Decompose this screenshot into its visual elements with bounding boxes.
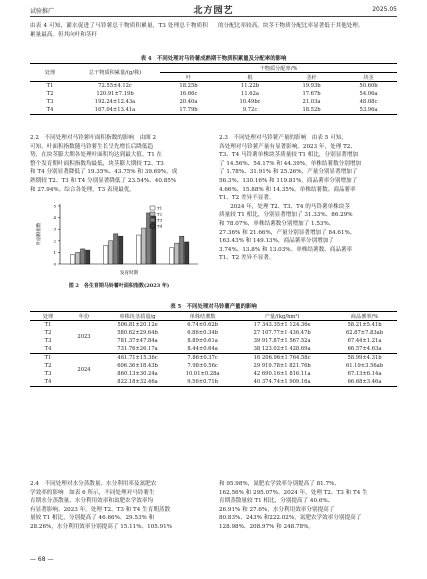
bar-t1-3: [170, 248, 174, 264]
section-2-4-left: [30, 480, 208, 532]
legend-swatch-t2: [150, 212, 155, 216]
text-line: 熟期较 T2、T3 和 T4 分别显著降低了 23.54%、40.85%: [30, 177, 177, 184]
text-line: 26.91% 和 27.6%，水分利用效率分别提高了: [219, 506, 335, 513]
bar-t4-0: [86, 250, 90, 264]
legend-swatch-t3: [150, 218, 155, 222]
bar-t4-3: [185, 242, 189, 264]
bar-t2-1: [109, 241, 113, 264]
text-line: 学效率的影响 如表 6 所示，不同处理对马铃薯生: [30, 489, 155, 496]
table-row: T3 781.37±47.84a 8.89±0.61a 39 917.87±1 567.52a 67.44±1.21a: [44, 338, 382, 344]
text-line: 质量较 T1 相比，分别显著增加了 31.33%、86.29%: [219, 212, 353, 219]
legend-label-t1: T1: [157, 205, 163, 211]
text-line: 162.56% 和 295.07%。2024 年，处理 T2、T3 和 T4 生: [219, 489, 368, 496]
bar-t2-3: [175, 243, 179, 264]
text-line: 2.2 不同处理对马铃薯叶面积指数的影响 由图 2: [30, 135, 157, 141]
t4-head-total: 总干物质积累量/(g/株): [88, 70, 142, 76]
text-line: 有显著影响。2023 年，处理 T2、T3 和 T4 生育期蒸散: [30, 506, 171, 513]
text-line: 4.66%、15.88% 和 14.35%。单株结薯数、商品薯率: [219, 186, 356, 193]
table-row: T1 2023 506.81±20.12e 6.74±0.62b 17 343.35±1 124.36e 58.21±5.41b: [30, 321, 397, 330]
table5: 处理 年份 单株块茎质量/g 单株结薯数 产量/(kg/hm²) 商品薯率/% T1 2023 506.81±20.12e 6.74±0.62b 17 343.35±1 124.36e 58.21±5.41b T2 580.62±29.64b 6.86±0.34b 27 107.77±1 436.47b 62.87±7.83ab T3 781.37±47.84a 8.89±0.61a 39 917.87±1 567.52a 67.44±1.21a T4 731.76±26.17a 8.44±0.64a 38 123.02±1 428.69a 66.57±4.63a T1 2024 461.71±15.36c 7.86±0.37c 16 206.96±1 764.58c 58.99±4.31b T2 606.36±18.43b 7.98±0.56c 29 919.78±1 821.76b 61.19±3.56ab T3 860.13±30.24a 10.01±0.28a 42 690.16±1 816.11a 67.13±6.14a T4 822.18±32.46a 9.56±0.71b 40 374.74±1 909.16a 66.68±3.46a: [30, 311, 397, 387]
running-header-section: 试验推广: [30, 8, 55, 15]
intro-left: 由表 4 可知，灌水促进了马铃薯总干物质积累量，T3 处理总干物质积累量最高。但其向叶和茎秆: [30, 23, 208, 38]
intro-paragraph: [30, 22, 397, 39]
bar-t2-0: [76, 252, 80, 264]
table-row: T1 2024 461.71±15.36c 7.86±0.37c 16 206.96±1 764.58c 58.99±4.31b: [30, 354, 397, 363]
y-axis-label: 叶面积指数: [37, 222, 42, 246]
table-row: T2 606.36±18.43b 7.98±0.56c 29 919.78±1 821.76b 61.19±3.56ab: [44, 363, 384, 369]
bar-t3-3: [180, 236, 184, 264]
text-line: 28.26%，水分利用效率分别提高了 15.11%、105.91%: [30, 523, 173, 530]
text-line: 整个发育期叶面积指数均最低，块茎膨大期较 T2、T3: [30, 160, 164, 167]
text-line: 和 27.94%。综合各处理，T3 表现最优。: [30, 186, 135, 193]
figure-2-caption: 图 2 各生育期马铃薯叶面积指数(2023 年): [68, 283, 170, 289]
header-rule: [30, 16, 397, 17]
section-2-3: [219, 134, 397, 263]
text-line: 27.36% 和 21.66%，产量分别显著增加了 84.61%、: [219, 229, 356, 236]
y-tick-label: 3: [53, 226, 56, 232]
text-line: 128.98%、208.97% 和 248.78%。: [219, 523, 315, 530]
text-line: 163.43% 和 149.13%，商品薯率分别增加了: [219, 238, 334, 245]
bar-t2-2: [142, 228, 146, 264]
text-line: 和 78.07%，单株结薯数分别增加了 1.53%、: [219, 220, 335, 227]
issue-number: 2025.05: [372, 6, 397, 13]
text-line: 可知，叶面积指数随马铃薯生长呈先增长后降低趋: [30, 143, 154, 150]
table-row: T3 860.13±30.24a 10.01±0.28a 42 690.16±1 816.11a 67.13±6.14a: [44, 371, 382, 377]
text-line: 和 95.98%，氮肥农学效率分别提高了 81.7%、: [219, 481, 340, 487]
legend-swatch-t1: [150, 206, 155, 210]
text-line: 2.4 不同处理对水分蒸散量、水分利用率及氮肥农: [30, 481, 157, 487]
text-line: 势，在块茎膨大期各处理叶面积均达到最大值。T1 在: [30, 152, 163, 159]
bar-t1-2: [137, 235, 141, 264]
text-line: 了 1.78%、31.91% 和 25.26%，产量分别显著增加了: [219, 169, 358, 176]
t4-head-root: 根: [247, 74, 253, 81]
text-line: 和 T4 分别显著降低了 19.35%、43.75% 和 39.69%，成: [30, 169, 178, 176]
text-line: T3、T4 马铃薯单株块茎质量较 T1 相比，分别显著增加: [219, 152, 359, 159]
table-row: T4 731.76±26.17a 8.44±0.64a 38 123.02±1 428.69a 66.57±4.63a: [30, 345, 397, 354]
legend-label-t3: T3: [157, 217, 163, 223]
table5-caption: 表 5 不同处理对马铃薯产量的影响: [170, 304, 257, 310]
page-number: — 68 —: [30, 556, 54, 563]
legend-label-t2: T2: [157, 211, 163, 217]
table4: [30, 63, 397, 115]
t4-head-treatment: 处理: [44, 70, 56, 76]
text-line: 2024 年，处理 T2、T3、T4 的马铃薯单株块茎: [219, 203, 350, 210]
legend-swatch-t4: [150, 224, 155, 228]
table-row: T4 822.18±32.46a 9.56±0.71b 40 374.74±1 909.16a 66.68±3.46a: [44, 379, 382, 385]
text-line: 80.83%、243% 和222.02%，氮肥农学效率分别提高了: [219, 515, 362, 522]
section-2-4-right: [219, 480, 397, 532]
text-line: T1、T2 差异不显著。: [219, 255, 275, 262]
text-line: 了 14.56%、54.17% 和 44.39%，单株结薯数分别增加: [219, 160, 362, 167]
figure-2: [30, 198, 208, 288]
year-2024: 2024: [77, 367, 91, 373]
x-axis-label: 发育时期: [120, 271, 138, 276]
table-row: T3 192.24±12.43a 20.40a 10.49bc 21.03a 48.08c: [46, 99, 378, 105]
leaf-area-index-chart: [30, 198, 208, 278]
bar-t1-0: [71, 255, 75, 264]
text-line: 量较 T1 相比，分别提高了 46.66%、29.53% 和: [30, 515, 155, 522]
table-row: T1 72.55±4.12c 18.25b 11.22b 19.93b 50.60b: [46, 83, 378, 89]
y-tick-label: 5: [53, 203, 56, 209]
y-tick-label: 4: [53, 215, 56, 221]
y-tick-label: 1: [53, 249, 56, 255]
t4-head-stem: 茎秆: [306, 74, 317, 81]
intro-right: 的分配比率较高，块茎干物质分配比率显著低于其他处理。: [218, 23, 364, 29]
t4-head-group: 干物质分配率/%: [160, 64, 397, 73]
text-line: 育期水分蒸散量、水分利用效率和氮肥农学效率均: [30, 498, 154, 505]
text-line: T1、T2 差异不显著。: [219, 195, 275, 202]
bar-t4-2: [152, 216, 156, 264]
bar-t1-1: [104, 245, 108, 264]
text-line: 2.3 不同处理对马铃薯产量的影响 由表 5 可知，: [219, 135, 347, 141]
table-row: T2 580.62±29.64b 6.86±0.34b 27 107.77±1 436.47b 62.87±7.83ab: [44, 330, 384, 336]
bar-t3-0: [81, 249, 85, 264]
table4-caption: 表 4 不同处理对马铃薯成熟期干物质积累量及分配率的影响: [140, 56, 287, 62]
section-2-2: [30, 134, 208, 194]
journal-logo: 北方园艺: [193, 6, 234, 16]
text-line: 各处理对马铃薯产量有显著影响。2023 年，处理 T2、: [219, 143, 356, 150]
bar-t4-1: [119, 236, 123, 264]
y-tick-label: 2: [53, 238, 56, 244]
y-tick-label: 0: [53, 261, 56, 267]
text-line: 育期蒸散量较 T1 相比，分别提高了 40.6%、: [219, 498, 334, 505]
t4-head-tuber: 块茎: [363, 74, 374, 81]
bar-t3-1: [114, 234, 118, 264]
legend-label-t4: T4: [157, 223, 163, 229]
year-2023: 2023: [77, 334, 91, 340]
table-row: T2 120.91±7.19b 16.66c 11.62a 17.67b 54.06a: [46, 91, 378, 97]
table-row: T4 167.04±13.41a 17.79b 9.72c 18.52b 53.96a: [46, 107, 378, 113]
text-line: 3.74%、13.8% 和 13.03%。单株结薯数、商品薯率: [219, 246, 353, 253]
text-line: 56.3%、130.16% 和 119.81%，商品薯率分别增加了: [219, 177, 358, 184]
t4-head-leaf: 叶: [185, 74, 192, 81]
